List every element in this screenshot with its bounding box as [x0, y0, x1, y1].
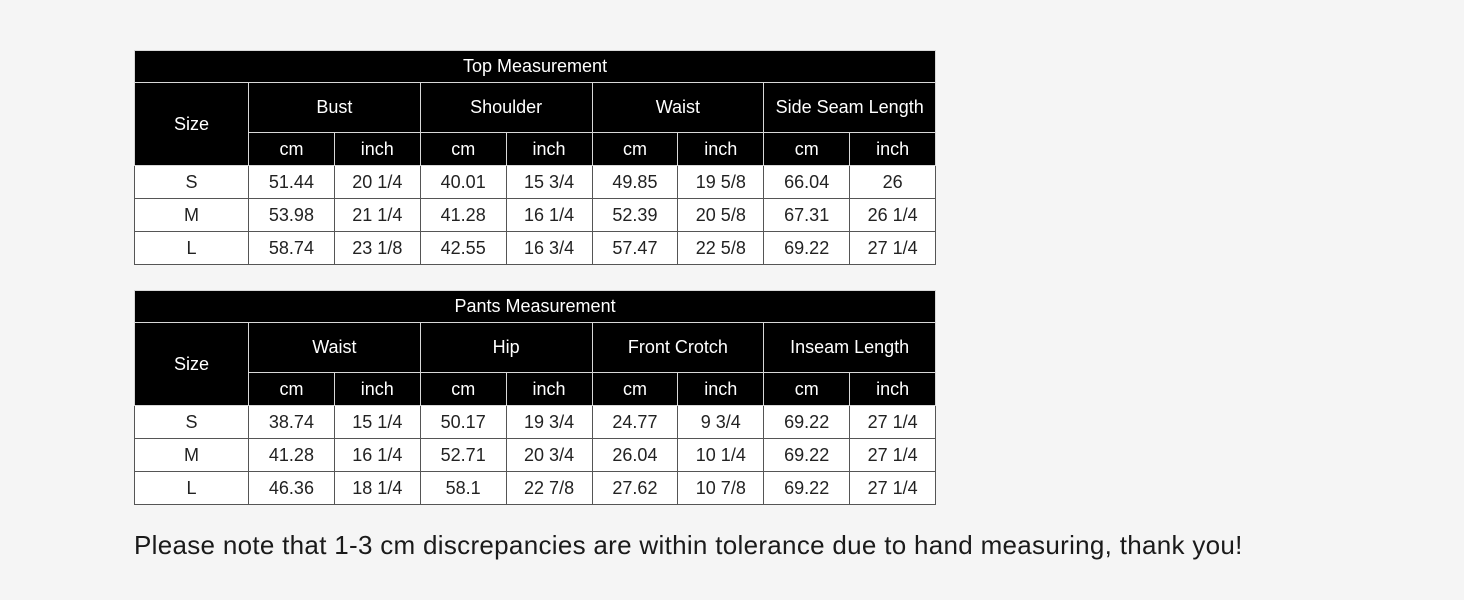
unit-header: cm — [249, 133, 335, 166]
table-cell: 66.04 — [764, 166, 850, 199]
unit-header: cm — [249, 373, 335, 406]
size-cell: M — [135, 199, 249, 232]
size-cell: L — [135, 472, 249, 505]
table-cell: 52.39 — [592, 199, 678, 232]
table-cell: 19 5/8 — [678, 166, 764, 199]
table-cell: 26 — [850, 166, 936, 199]
table-row — [135, 439, 936, 472]
unit-header: cm — [764, 373, 850, 406]
size-cell: L — [135, 232, 249, 265]
table-cell: 16 1/4 — [334, 439, 420, 472]
group-header-bust: Bust — [249, 83, 421, 133]
table-row — [135, 166, 936, 199]
table-cell: 20 1/4 — [334, 166, 420, 199]
table-cell: 41.28 — [249, 439, 335, 472]
table-cell: 58.1 — [420, 472, 506, 505]
unit-header: cm — [764, 133, 850, 166]
table-cell: 26.04 — [592, 439, 678, 472]
table-cell: 38.74 — [249, 406, 335, 439]
table-cell: 27 1/4 — [850, 406, 936, 439]
table-cell: 52.71 — [420, 439, 506, 472]
table-cell: 10 7/8 — [678, 472, 764, 505]
table-cell: 10 1/4 — [678, 439, 764, 472]
table-cell: 46.36 — [249, 472, 335, 505]
table-cell: 53.98 — [249, 199, 335, 232]
table-cell: 58.74 — [249, 232, 335, 265]
size-cell: S — [135, 406, 249, 439]
table-cell: 27.62 — [592, 472, 678, 505]
unit-header: inch — [334, 133, 420, 166]
table-cell: 40.01 — [420, 166, 506, 199]
table-cell: 27 1/4 — [850, 439, 936, 472]
table-cell: 22 7/8 — [506, 472, 592, 505]
unit-header: cm — [420, 373, 506, 406]
group-header-front-crotch: Front Crotch — [592, 323, 764, 373]
table-cell: 16 3/4 — [506, 232, 592, 265]
table-cell: 22 5/8 — [678, 232, 764, 265]
top-measurement-table — [134, 50, 936, 265]
table-row — [135, 199, 936, 232]
table-cell: 20 5/8 — [678, 199, 764, 232]
table-cell: 69.22 — [764, 406, 850, 439]
table-title: Pants Measurement — [135, 291, 936, 323]
group-header-waist: Waist — [249, 323, 421, 373]
unit-header: cm — [420, 133, 506, 166]
unit-header: inch — [850, 133, 936, 166]
table-cell: 15 1/4 — [334, 406, 420, 439]
table-row — [135, 472, 936, 505]
unit-header: inch — [850, 373, 936, 406]
unit-header: cm — [592, 373, 678, 406]
table-cell: 42.55 — [420, 232, 506, 265]
table-cell: 24.77 — [592, 406, 678, 439]
table-cell: 41.28 — [420, 199, 506, 232]
tolerance-note: Please note that 1-3 cm discrepancies are within tolerance due to hand measuring, thank you! — [134, 530, 1243, 560]
table-cell: 57.47 — [592, 232, 678, 265]
table-cell: 49.85 — [592, 166, 678, 199]
table-cell: 69.22 — [764, 232, 850, 265]
unit-header: inch — [334, 373, 420, 406]
table-cell: 67.31 — [764, 199, 850, 232]
table-cell: 18 1/4 — [334, 472, 420, 505]
table-cell: 50.17 — [420, 406, 506, 439]
table-cell: 27 1/4 — [850, 232, 936, 265]
unit-header: inch — [506, 133, 592, 166]
size-header: Size — [135, 323, 249, 406]
group-header-inseam-length: Inseam Length — [764, 323, 936, 373]
size-cell: S — [135, 166, 249, 199]
table-cell: 19 3/4 — [506, 406, 592, 439]
group-header-waist: Waist — [592, 83, 764, 133]
table-cell: 69.22 — [764, 439, 850, 472]
group-header-side-seam-length: Side Seam Length — [764, 83, 936, 133]
table-title: Top Measurement — [135, 51, 936, 83]
unit-header: cm — [592, 133, 678, 166]
table-cell: 27 1/4 — [850, 472, 936, 505]
table-cell: 51.44 — [249, 166, 335, 199]
unit-header: inch — [678, 373, 764, 406]
table-cell: 15 3/4 — [506, 166, 592, 199]
pants-measurement-table — [134, 290, 936, 505]
table-row — [135, 406, 936, 439]
table-row — [135, 232, 936, 265]
group-header-hip: Hip — [420, 323, 592, 373]
table-cell: 26 1/4 — [850, 199, 936, 232]
table-cell: 9 3/4 — [678, 406, 764, 439]
size-cell: M — [135, 439, 249, 472]
unit-header: inch — [678, 133, 764, 166]
group-header-shoulder: Shoulder — [420, 83, 592, 133]
table-cell: 23 1/8 — [334, 232, 420, 265]
table-cell: 69.22 — [764, 472, 850, 505]
size-header: Size — [135, 83, 249, 166]
table-cell: 16 1/4 — [506, 199, 592, 232]
table-cell: 20 3/4 — [506, 439, 592, 472]
unit-header: inch — [506, 373, 592, 406]
table-cell: 21 1/4 — [334, 199, 420, 232]
